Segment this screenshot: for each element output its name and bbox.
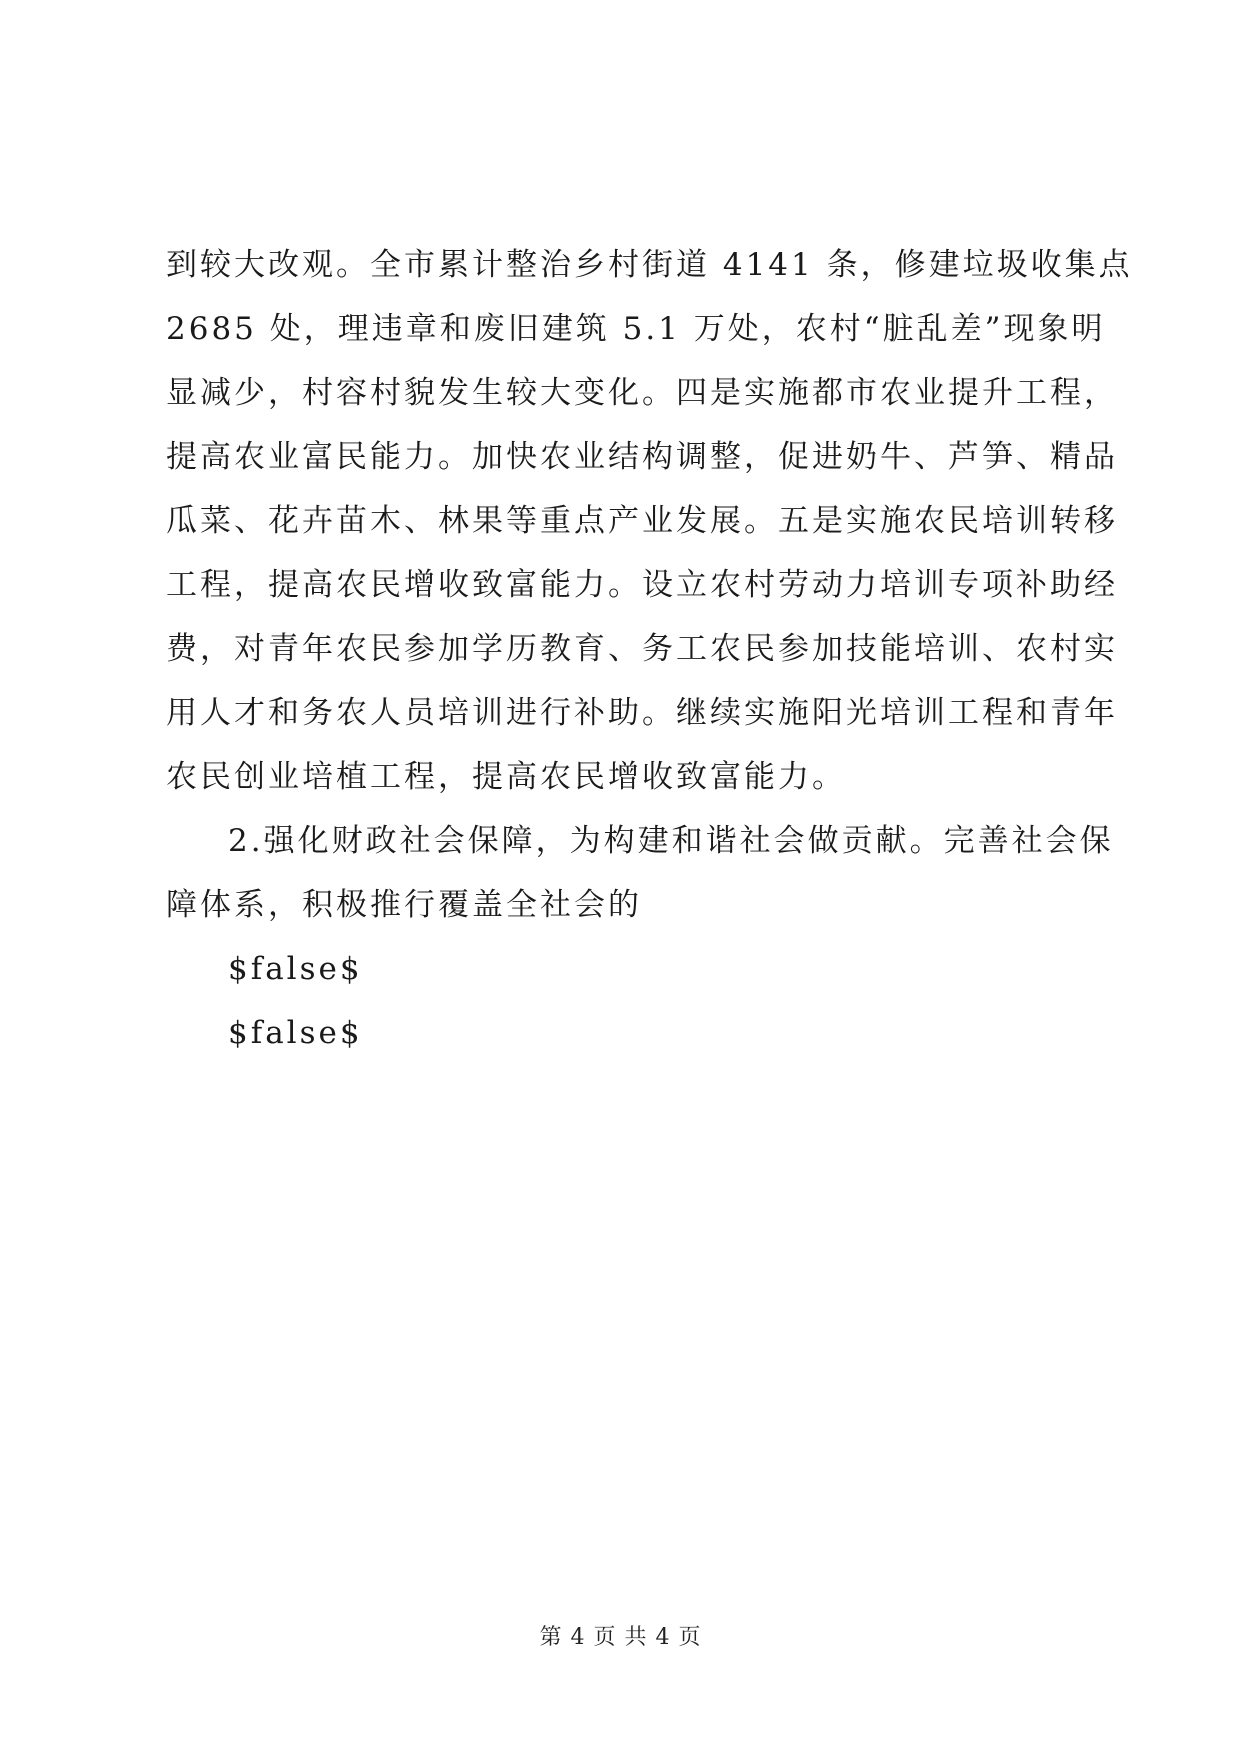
page-number: 第 4 页 共 4 页: [539, 1625, 702, 1650]
page-footer: [0, 1620, 1241, 1651]
text-line: 2.强化财政社会保障，为构建和谐社会做贡献。完善社会保: [228, 823, 1114, 859]
paragraph-2: [166, 809, 1114, 937]
text-line: 用人才和务农人员培训进行补助。继续实施阳光培训工程和青年: [166, 695, 1118, 731]
document-body: [166, 233, 1133, 1065]
text-line: 到较大改观。全市累计整治乡村街道 4141 条，修建垃圾收集点: [166, 247, 1133, 283]
text-line: 障体系，积极推行覆盖全社会的: [166, 887, 642, 923]
placeholder-text: $false$: [228, 1015, 363, 1051]
text-line: 显减少，村容村貌发生较大变化。四是实施都市农业提升工程，: [166, 375, 1118, 411]
text-line: 2685 处，理违章和废旧建筑 5.1 万处，农村“脏乱差”现象明: [166, 311, 1106, 347]
text-line: 费，对青年农民参加学历教育、务工农民参加技能培训、农村实: [166, 631, 1118, 667]
text-line: 瓜菜、花卉苗木、林果等重点产业发展。五是实施农民培训转移: [166, 503, 1118, 539]
placeholder-text: $false$: [228, 951, 363, 987]
paragraph-1: [166, 233, 1133, 809]
text-line: 提高农业富民能力。加快农业结构调整，促进奶牛、芦笋、精品: [166, 439, 1118, 475]
placeholder-block: [166, 937, 1082, 1065]
text-line: 工程，提高农民增收致富能力。设立农村劳动力培训专项补助经: [166, 567, 1118, 603]
text-line: 农民创业培植工程，提高农民增收致富能力。: [166, 759, 846, 795]
